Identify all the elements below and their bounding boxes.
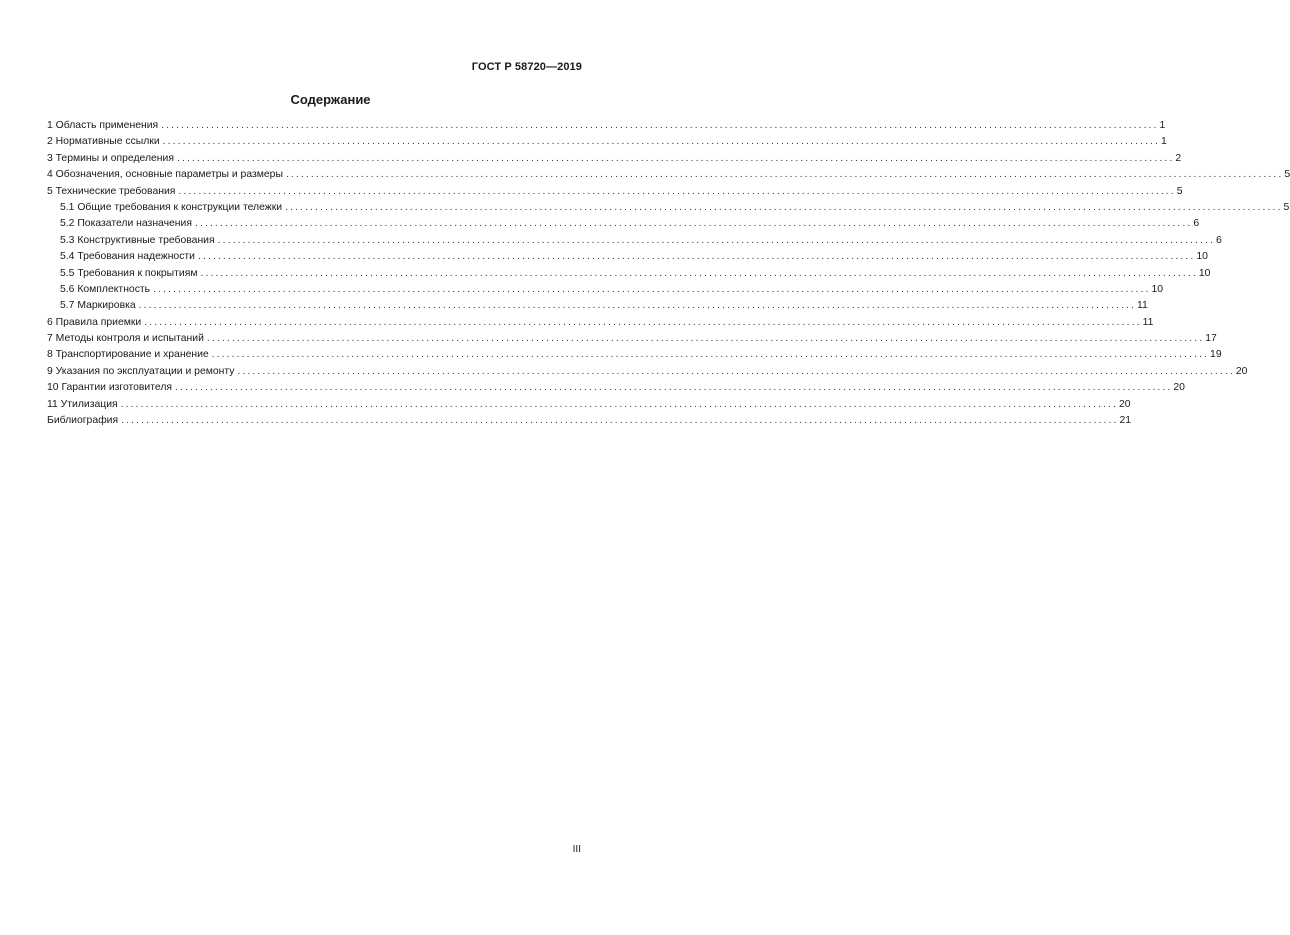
toc-entry-5-4[interactable] [47,249,1208,265]
toc-entry-page: 2 [1175,152,1182,164]
toc-entry-page: 19 [1210,349,1222,361]
page-number: III [572,844,581,855]
toc-entry-page: 20 [1173,382,1185,394]
toc-entry-10[interactable] [47,380,1185,396]
toc-entry-5-6[interactable] [47,282,1164,298]
toc-entry-page: 6 [1193,218,1200,230]
toc-entry-9[interactable] [47,364,1248,380]
toc-entry-page: 21 [1119,415,1132,427]
toc-entry-6[interactable] [47,315,1154,331]
document-code: ГОСТ Р 58720—2019 [471,61,582,73]
toc-dot-leader: ........................................................................................................................................................................................................ [200,267,1198,279]
toc-entry-label: 5 Технические требования [47,185,176,197]
toc-entry-page: 11 [1142,316,1154,328]
toc-dot-leader: ........................................................................................................................................................................................................ [120,398,1119,410]
toc-title: Содержание [290,92,371,107]
toc-entry-page: 5 [1284,169,1290,181]
toc-dot-leader: ........................................................................................................................................................................................................ [176,152,1175,164]
toc-entry-page: 1 [1161,136,1167,148]
toc-entry-5-1[interactable] [47,200,1290,216]
toc-dot-leader: ........................................................................................................................................................................................................ [178,185,1176,197]
toc-entry-page: 10 [1196,251,1208,263]
toc-dot-leader: ........................................................................................................................................................................................................ [217,234,1215,246]
toc-entry-label: 7 Методы контроля и испытаний [47,333,204,345]
toc-dot-leader: ........................................................................................................................................................................................................ [121,415,1119,427]
toc-entry-label: 2 Нормативные ссылки [47,136,160,148]
toc-dot-leader: ........................................................................................................................................................................................................ [153,283,1151,295]
toc-dot-leader: ........................................................................................................................................................................................................ [211,349,1210,361]
toc-entry-page: 17 [1205,333,1217,345]
toc-entry-label: 5.1 Общие требования к конструкции тележки [60,201,283,213]
toc-entry-label: 3 Термины и определения [47,152,174,164]
toc-entry-page: 11 [1137,300,1148,312]
toc-entry-label: 5.6 Комплектность [60,283,151,295]
toc-dot-leader: ........................................................................................................................................................................................................ [194,218,1193,230]
toc-entry-label: 8 Транспортирование и хранение [47,349,209,361]
toc-dot-leader: ........................................................................................................................................................................................................ [161,120,1159,131]
toc-entry-page: 20 [1119,398,1131,410]
toc-entry-8[interactable] [47,347,1222,363]
toc-entry-page: 20 [1235,365,1248,377]
toc-entry-7[interactable] [47,331,1217,347]
toc-entry-3[interactable] [47,151,1182,167]
toc-dot-leader: ........................................................................................................................................................................................................ [162,136,1161,148]
toc-entry-page: 6 [1216,234,1222,246]
toc-dot-leader: ........................................................................................................................................................................................................ [175,382,1173,394]
toc-entry-page: 5 [1283,201,1290,213]
toc-entry-page: 10 [1151,283,1164,295]
toc-entry-1[interactable] [47,118,1166,134]
toc-entry-2[interactable] [47,134,1167,150]
toc-entry-label: 5.7 Маркировка [60,300,136,312]
toc-dot-leader: ........................................................................................................................................................................................................ [206,333,1205,345]
toc-entry-5[interactable] [47,184,1183,200]
toc-entry-5-7[interactable] [47,298,1148,314]
toc-entry-page: 1 [1159,120,1166,131]
toc-entry-page: 10 [1198,267,1211,279]
toc-entry-label: 5.2 Показатели назначения [60,218,192,230]
toc-entry-page: 5 [1176,185,1183,197]
toc-entry-label: 11 Утилизация [47,398,118,410]
toc-entry-label: 6 Правила приемки [47,316,142,328]
toc-dot-leader: ........................................................................................................................................................................................................ [237,365,1235,377]
toc-entry-label: 10 Гарантии изготовителя [47,382,173,394]
toc-entry-label: 9 Указания по эксплуатации и ремонту [47,365,235,377]
toc-entry-label: 1 Область применения [47,120,159,131]
toc-dot-leader: ........................................................................................................................................................................................................ [144,316,1142,328]
toc-dot-leader: ........................................................................................................................................................................................................ [285,201,1283,213]
toc-entry-label: 5.3 Конструктивные требования [60,234,215,246]
toc-entry-5-2[interactable] [47,216,1200,232]
toc-entry-4[interactable] [47,167,1290,183]
toc-dot-leader: ........................................................................................................................................................................................................ [285,169,1284,181]
toc-entry-5-3[interactable] [47,233,1222,249]
toc-entry-label: 4 Обозначения, основные параметры и размеры [47,169,283,181]
toc-entry-label: Библиография [47,415,119,427]
toc-dot-leader: ........................................................................................................................................................................................................ [138,300,1137,312]
toc-entry-5-5[interactable] [47,266,1211,282]
toc-entry-label: 5.5 Требования к покрытиям [60,267,198,279]
table-of-contents [47,118,1290,429]
toc-entry-bibliography[interactable] [47,413,1132,429]
toc-dot-leader: ........................................................................................................................................................................................................ [197,251,1196,263]
toc-entry-11[interactable] [47,397,1131,413]
toc-entry-label: 5.4 Требования надежности [60,251,195,263]
